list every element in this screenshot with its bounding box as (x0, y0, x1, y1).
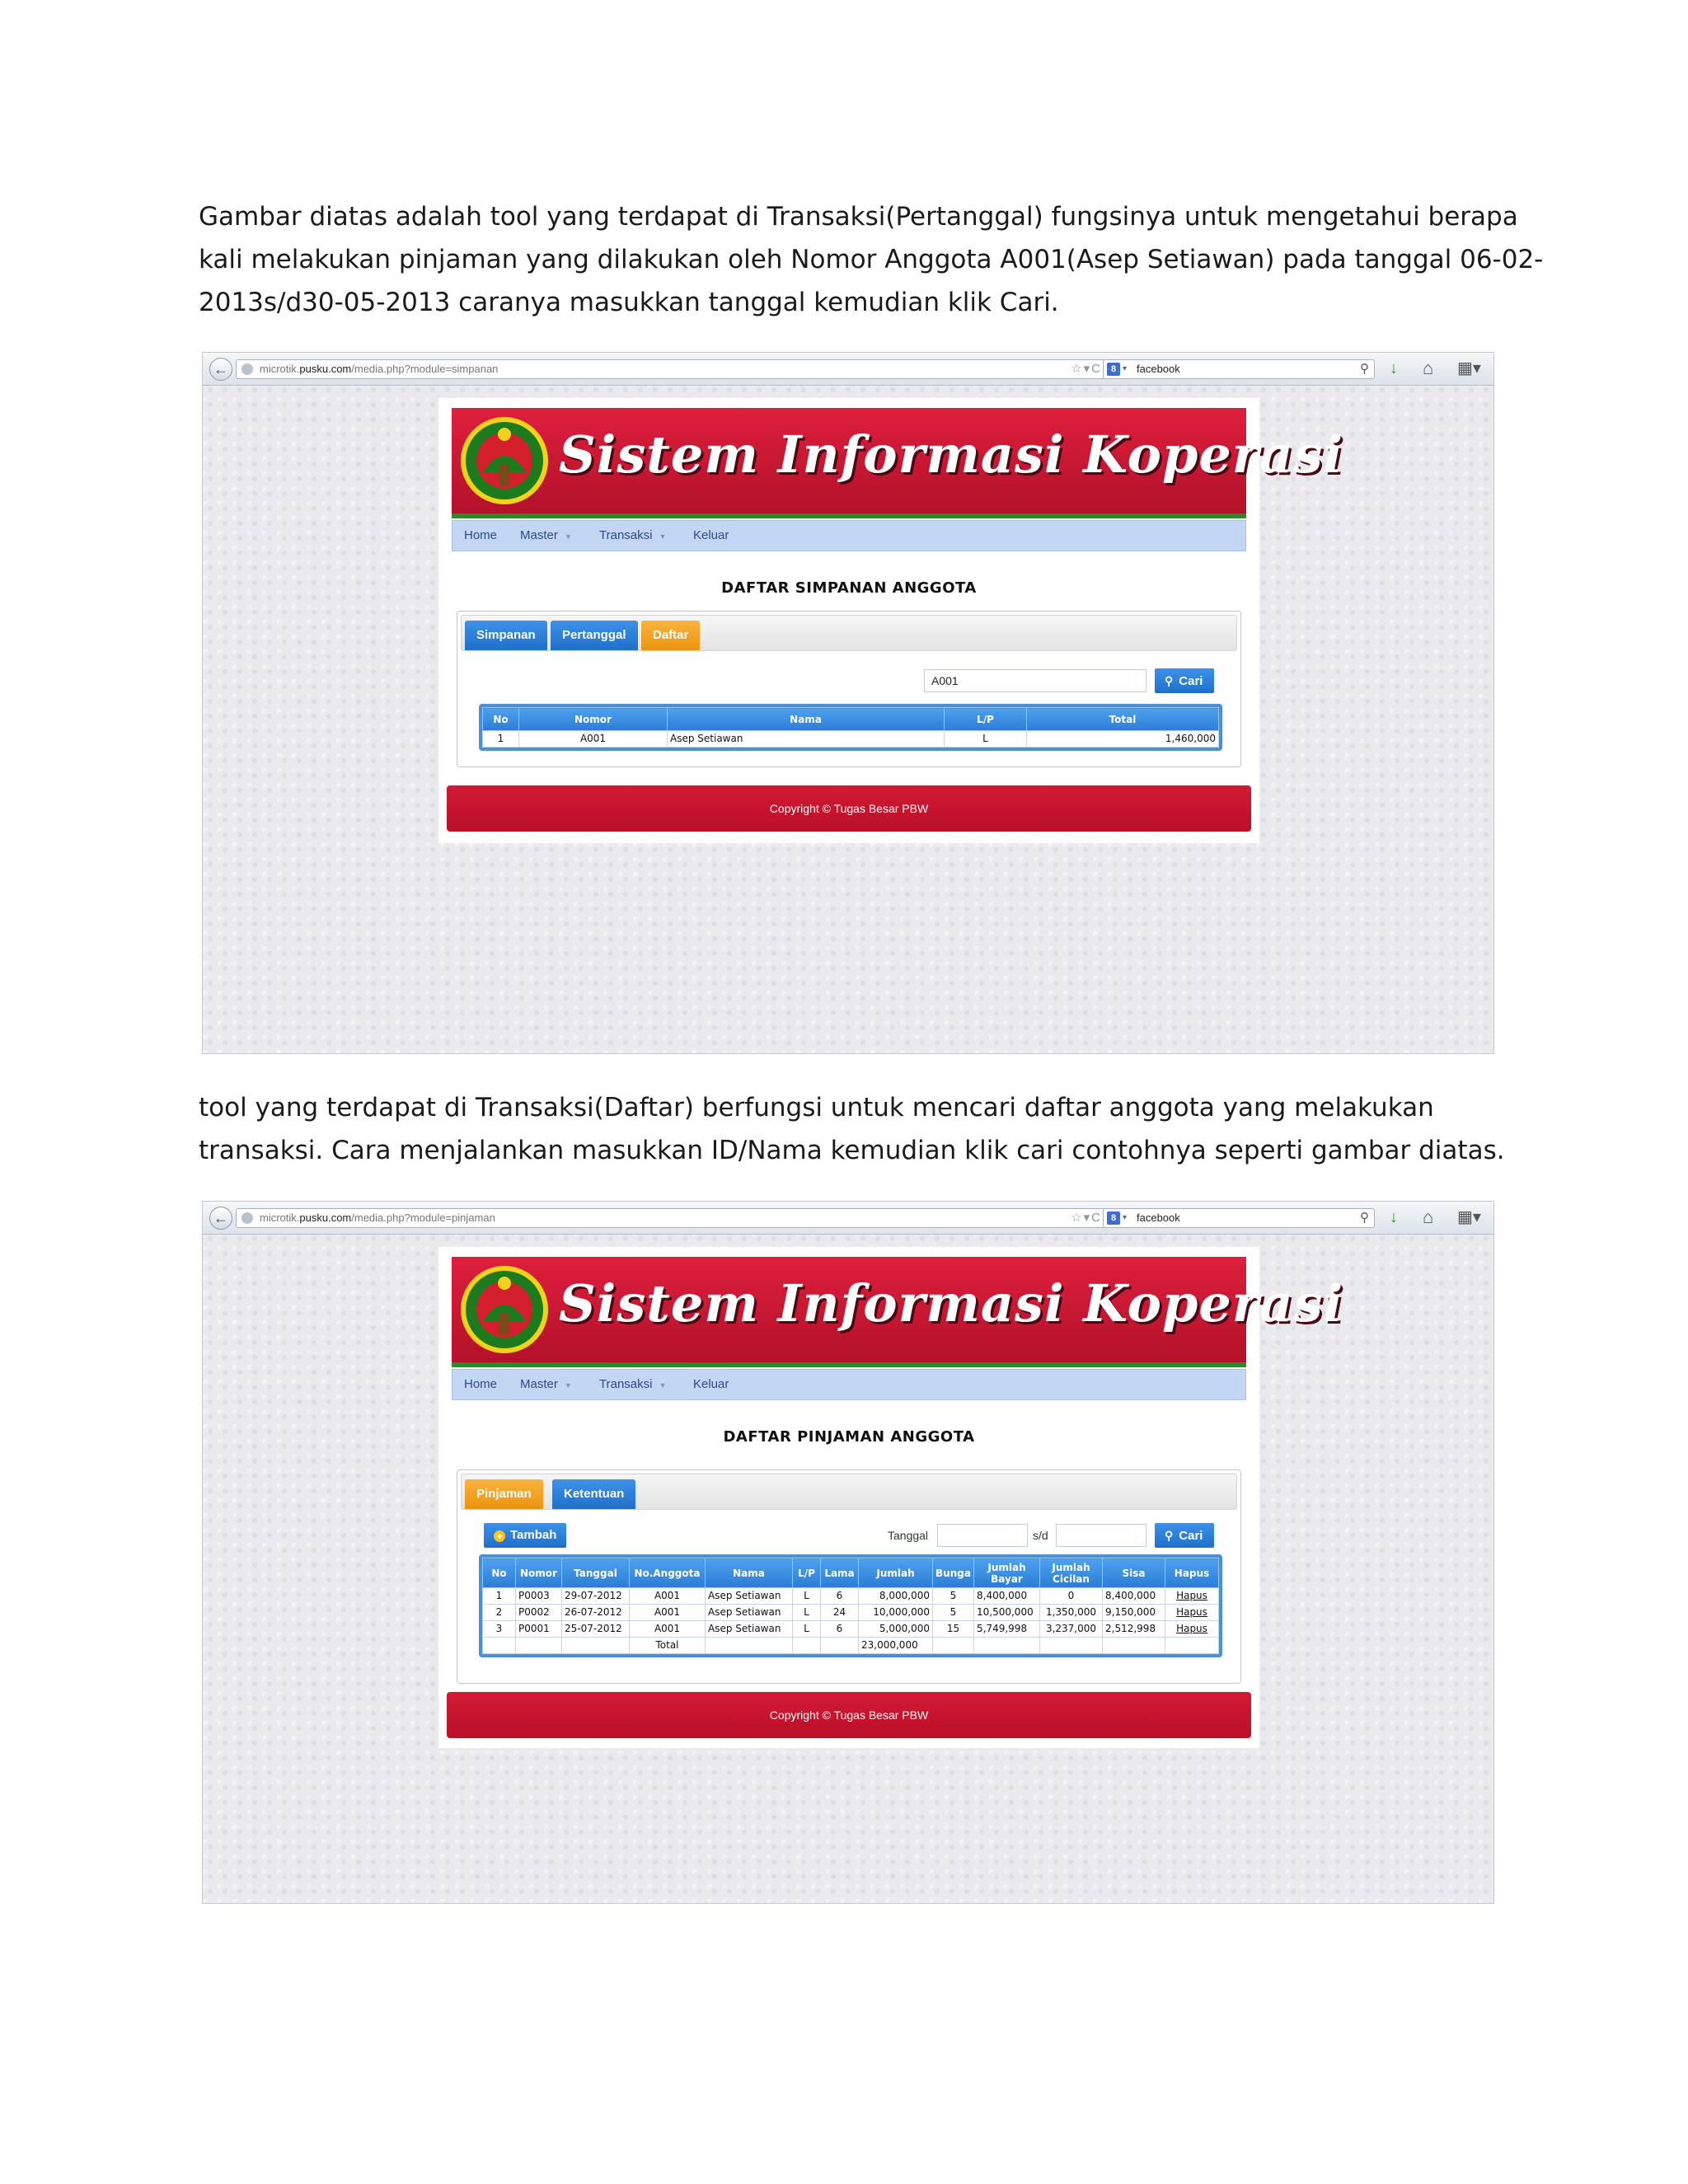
cell: L (793, 1588, 821, 1605)
hapus-link[interactable]: Hapus (1165, 1621, 1219, 1638)
back-arrow-icon[interactable]: ← (209, 358, 232, 381)
globe-icon (241, 363, 253, 375)
cell (933, 1638, 974, 1654)
total-row (483, 1638, 1219, 1654)
column-header: Hapus (1165, 1558, 1219, 1588)
cell: 5 (933, 1588, 974, 1605)
table-row (483, 1621, 1219, 1638)
nav-label: Master (520, 1377, 558, 1391)
paragraph-line: transaksi. Cara menjalankan masukkan ID/Nama kemudian klik cari contohnya seperti gambar diatas. (199, 1136, 1505, 1165)
cell: A001 (630, 1588, 706, 1605)
cell: 8,400,000 (974, 1588, 1040, 1605)
pinjaman-panel (457, 1469, 1241, 1684)
cell: 6 (821, 1621, 859, 1638)
cell: 26-07-2012 (562, 1605, 630, 1621)
search-icon[interactable]: ⚲ (1360, 362, 1369, 376)
cell: 6 (821, 1588, 859, 1605)
cell: L (793, 1605, 821, 1621)
cari-label: Cari (1179, 674, 1203, 688)
url-path: /media.php?module=simpanan (351, 363, 499, 375)
cell (793, 1638, 821, 1654)
tanggal-label: Tanggal (888, 1529, 929, 1542)
cell: 8,400,000 (1103, 1588, 1165, 1605)
cell: P0002 (516, 1605, 562, 1621)
cari-button[interactable] (1155, 1523, 1214, 1548)
nav-label: Keluar (693, 1377, 729, 1391)
dropdown-icon: ▾ (1123, 364, 1128, 373)
cell (1040, 1638, 1103, 1654)
cell: L (945, 731, 1027, 748)
hapus-link[interactable]: Hapus (1165, 1588, 1219, 1605)
cari-label: Cari (1179, 1529, 1203, 1543)
site-banner (452, 408, 1344, 518)
search-text: facebook (1137, 1212, 1180, 1224)
bookmarks-menu-icon[interactable]: ▦▾ (1457, 359, 1481, 377)
cell (1165, 1638, 1219, 1654)
nav-bar (452, 1369, 1246, 1400)
site-footer: Copyright © Tugas Besar PBW (447, 785, 1251, 832)
cell: 3 (483, 1621, 516, 1638)
table-row (483, 1588, 1219, 1605)
search-input[interactable]: A001 (924, 669, 1146, 692)
google-icon: 8 (1107, 1212, 1120, 1225)
table-row (483, 1605, 1219, 1621)
nav-label: Keluar (693, 528, 729, 542)
tambah-button[interactable] (484, 1523, 566, 1548)
nav-home[interactable] (464, 521, 497, 551)
site-banner (452, 1257, 1344, 1367)
nav-master[interactable] (520, 1370, 572, 1399)
cell: 10,500,000 (974, 1605, 1040, 1621)
banner-title: Sistem Informasi Koperasi (559, 424, 1344, 485)
site-footer: Copyright © Tugas Besar PBW (447, 1692, 1251, 1738)
chevron-down-icon: ▼ (564, 532, 572, 541)
chevron-down-icon: ▼ (659, 1381, 667, 1390)
table-row (483, 731, 1219, 748)
cell: Asep Setiawan (706, 1621, 793, 1638)
column-header: Sisa (1103, 1558, 1165, 1588)
nav-transaksi[interactable] (599, 1370, 666, 1399)
paragraph-line: 2013s/d30-05-2013 caranya masukkan tanggal kemudian klik Cari. (199, 288, 1059, 317)
cell (516, 1638, 562, 1654)
cell: 5,000,000 (859, 1621, 933, 1638)
cell: A001 (630, 1621, 706, 1638)
nav-label: Transaksi (599, 1377, 653, 1391)
google-icon: 8 (1107, 363, 1120, 376)
cell: P0003 (516, 1588, 562, 1605)
chevron-down-icon: ▼ (564, 1381, 572, 1390)
cell: 1 (483, 1588, 516, 1605)
column-header: Nama (706, 1558, 793, 1588)
url-host: pusku.com (299, 1212, 352, 1224)
cell: 24 (821, 1605, 859, 1621)
search-text: facebook (1137, 363, 1180, 375)
back-arrow-icon[interactable]: ← (209, 1207, 232, 1230)
browser-toolbar (203, 1202, 1493, 1235)
add-icon: + (494, 1530, 505, 1542)
tab-strip (461, 1474, 1237, 1510)
address-bar[interactable] (236, 1208, 1109, 1228)
cell: P0001 (516, 1621, 562, 1638)
simpanan-table (479, 704, 1222, 751)
page-title: DAFTAR PINJAMAN ANGGOTA (723, 1428, 975, 1446)
download-icon[interactable]: ↓ (1390, 1208, 1398, 1226)
page-title: DAFTAR SIMPANAN ANGGOTA (721, 579, 977, 597)
globe-icon (241, 1212, 253, 1224)
url-host: pusku.com (299, 363, 352, 375)
total-value: 23,000,000 (859, 1638, 933, 1654)
nav-label: Master (520, 528, 558, 542)
hapus-link[interactable]: Hapus (1165, 1605, 1219, 1621)
koperasi-logo (458, 415, 551, 507)
column-header: No.Anggota (630, 1558, 706, 1588)
banner-title: Sistem Informasi Koperasi (559, 1273, 1344, 1333)
nav-label: Home (464, 528, 498, 542)
home-icon[interactable]: ⌂ (1423, 1207, 1434, 1227)
column-header: L/P (793, 1558, 821, 1588)
cell (562, 1638, 630, 1654)
tab-simpanan[interactable]: Simpanan (465, 621, 547, 650)
column-header: Total (1027, 708, 1219, 731)
paragraph-line: kali melakukan pinjaman yang dilakukan oleh Nomor Anggota A001(Asep Setiawan) pada tanggal 06-02- (199, 245, 1544, 274)
star-reload-icon[interactable]: ☆▾C (1071, 1211, 1102, 1225)
url-host-prefix: microtik. (260, 1212, 300, 1224)
cell: 5,749,998 (974, 1621, 1040, 1638)
nav-keluar[interactable] (693, 1370, 729, 1399)
tab-strip (461, 615, 1237, 651)
cell: 3,237,000 (1040, 1621, 1103, 1638)
url-path: /media.php?module=pinjaman (351, 1212, 495, 1224)
browser-search-input[interactable] (1103, 359, 1375, 379)
cell (821, 1638, 859, 1654)
column-header: Jumlah Bayar (974, 1558, 1040, 1588)
cell (974, 1638, 1040, 1654)
paragraph-daftar (199, 1086, 1505, 1172)
cell: 15 (933, 1621, 974, 1638)
cell: 2,512,998 (1103, 1621, 1165, 1638)
web-page (438, 398, 1344, 843)
cell: 25-07-2012 (562, 1621, 630, 1638)
screenshot-pinjaman (202, 1201, 1494, 1904)
total-label: Total (630, 1638, 706, 1654)
cell: 1,350,000 (1040, 1605, 1103, 1621)
tanggal-to-input[interactable] (1056, 1524, 1146, 1547)
cell: 2 (483, 1605, 516, 1621)
tab-daftar[interactable]: Daftar (641, 621, 700, 650)
cell (706, 1638, 793, 1654)
nav-master[interactable] (520, 521, 572, 551)
cell (483, 1638, 516, 1654)
browser-search-input[interactable] (1103, 1208, 1375, 1228)
cell: 1 (483, 731, 519, 748)
address-bar[interactable] (236, 359, 1109, 379)
tambah-label: Tambah (510, 1528, 557, 1542)
koperasi-logo (458, 1263, 551, 1356)
column-header: Nama (668, 708, 945, 731)
pinjaman-table (479, 1554, 1222, 1657)
column-header: Nomor (519, 708, 668, 731)
paragraph-pertanggal (199, 195, 1544, 324)
home-icon[interactable]: ⌂ (1423, 358, 1434, 378)
cell: Asep Setiawan (706, 1605, 793, 1621)
search-icon: ⚲ (1165, 674, 1174, 687)
cell: 1,460,000 (1027, 731, 1219, 748)
tanggal-from-input[interactable] (937, 1524, 1028, 1547)
search-icon[interactable]: ⚲ (1360, 1211, 1369, 1225)
nav-home[interactable] (464, 1370, 497, 1399)
column-header: Jumlah Cicilan (1040, 1558, 1103, 1588)
column-header: Tanggal (562, 1558, 630, 1588)
star-reload-icon[interactable]: ☆▾C (1071, 362, 1102, 376)
cell: Asep Setiawan (668, 731, 945, 748)
cell: Asep Setiawan (706, 1588, 793, 1605)
cari-button[interactable] (1155, 668, 1214, 693)
nav-bar (452, 520, 1246, 551)
dropdown-icon: ▾ (1123, 1213, 1128, 1222)
cell: 10,000,000 (859, 1605, 933, 1621)
paragraph-line: Gambar diatas adalah tool yang terdapat di Transaksi(Pertanggal) fungsinya untuk mengetahui berapa (199, 202, 1518, 232)
nav-label: Transaksi (599, 528, 653, 542)
tab-pinjaman[interactable]: Pinjaman (465, 1479, 543, 1509)
bookmarks-menu-icon[interactable]: ▦▾ (1457, 1208, 1481, 1226)
browser-toolbar (203, 353, 1493, 386)
nav-label: Home (464, 1377, 498, 1391)
column-header: L/P (945, 708, 1027, 731)
search-icon: ⚲ (1165, 1529, 1174, 1542)
column-header: Bunga (933, 1558, 974, 1588)
url-host-prefix: microtik. (260, 363, 300, 375)
download-icon[interactable]: ↓ (1390, 359, 1398, 377)
nav-transaksi[interactable] (599, 521, 666, 551)
cell: 8,000,000 (859, 1588, 933, 1605)
paragraph-line: tool yang terdapat di Transaksi(Daftar) berfungsi untuk mencari daftar anggota yang melakukan (199, 1093, 1434, 1122)
cell: A001 (630, 1605, 706, 1621)
cell: 9,150,000 (1103, 1605, 1165, 1621)
tab-pertanggal[interactable]: Pertanggal (551, 621, 638, 650)
cell (1103, 1638, 1165, 1654)
tab-ketentuan[interactable]: Ketentuan (552, 1479, 635, 1509)
web-page (438, 1247, 1344, 1748)
sd-label: s/d (1033, 1529, 1048, 1542)
chevron-down-icon: ▼ (659, 532, 667, 541)
nav-keluar[interactable] (693, 521, 729, 551)
column-header: No (483, 708, 519, 731)
cell: 0 (1040, 1588, 1103, 1605)
simpanan-panel (457, 611, 1241, 767)
column-header: Jumlah (859, 1558, 933, 1588)
cell: 5 (933, 1605, 974, 1621)
screenshot-simpanan (202, 352, 1494, 1054)
column-header: Nomor (516, 1558, 562, 1588)
column-header: No (483, 1558, 516, 1588)
cell: 29-07-2012 (562, 1588, 630, 1605)
cell: A001 (519, 731, 668, 748)
cell: L (793, 1621, 821, 1638)
column-header: Lama (821, 1558, 859, 1588)
